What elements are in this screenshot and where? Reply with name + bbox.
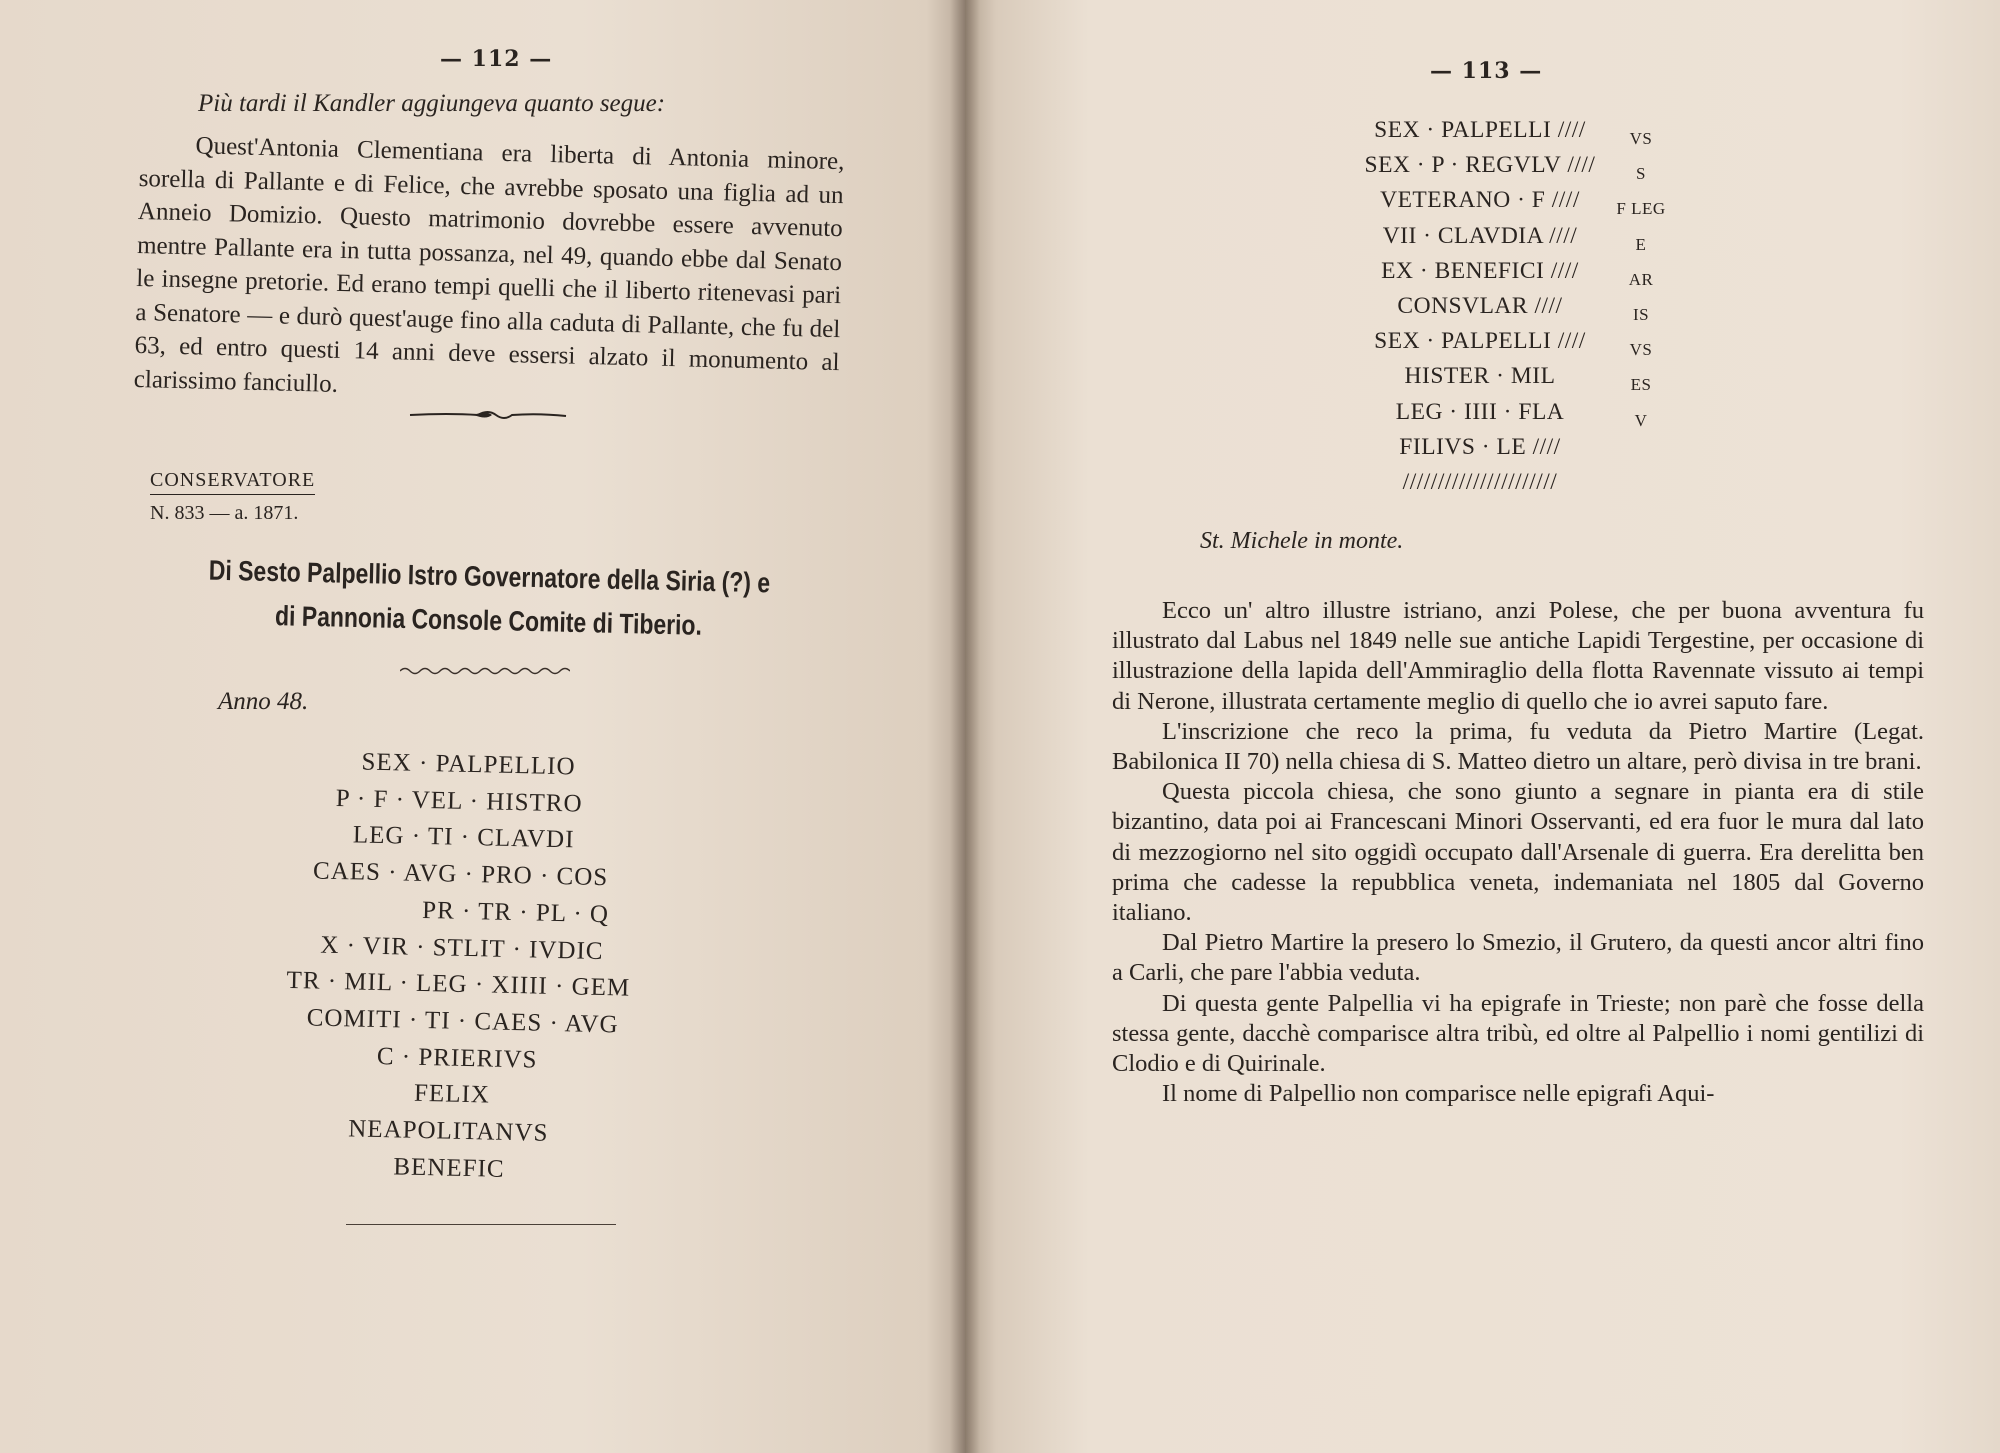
inscription-line: HISTER · MIL xyxy=(1404,363,1556,390)
inscription-line: NEAPOLITANVS xyxy=(347,1115,549,1147)
kandler-quote xyxy=(133,128,844,413)
inscription-line: P · F · VEL · HISTRO xyxy=(335,784,583,818)
paragraph: Questa piccola chiesa, che sono giunto a segnare in pianta era di stile bizantino, data poi ai Francescani Minori Osservanti, ed era fuor le mura dal lato di mezzogiorno nel sito oggidì occupato dall'Arsenale di guerra. Era derelitta ben prima che cadesse la repubblica veneta, indemaniata nel 1805 dal Governo italiano. xyxy=(1112,778,1924,927)
inscription-line: FELIX xyxy=(413,1080,491,1109)
margin-fragment: VS xyxy=(1629,340,1653,360)
paragraph: Ecco un' altro illustre istriano, anzi Polese, che per buona avventura fu illustrato dal Labus nel 1849 nelle sue antiche Lapidi Tergestine, per occasione di illustrazione della lapida dell'Ammiraglio della flotta Ravennate vissuto ai tempi di Nerone, illustrata certamente meglio di quello che io avrei saputo fare. xyxy=(1112,597,1924,715)
inscription-line: C · PRIERIVS xyxy=(376,1042,538,1074)
inscription-line: LEG · IIII · FLA xyxy=(1395,398,1565,425)
book-gutter xyxy=(950,0,980,1453)
inscription-line: CAES · AVG · PRO · COS xyxy=(312,857,609,892)
inscription-line: ////////////////////// xyxy=(1402,469,1558,496)
margin-fragment: VS xyxy=(1629,129,1653,148)
inscription-location: St. Michele in monte. xyxy=(1200,528,1404,554)
inscription-line: COMITI · TI · CAES · AVG xyxy=(306,1004,619,1039)
inscription-line: EX · BENEFICI //// xyxy=(1381,257,1579,284)
inscription-line: SEX · PALPELLI //// xyxy=(1374,117,1586,143)
inscription-line: VII · CLAVDIA //// xyxy=(1382,222,1578,249)
page-number-right: — 113 — xyxy=(1430,58,1543,84)
kandler-paragraph: Quest'Antonia Clementiana era liberta di Antonia minore, sorella di Pallante e di Felice, che avrebbe sposato una figlia ad un Anneio Domizio. Questo matrimonio dovrebbe essere avvenuto mentre Pallante era in tutta possanza, nel 49, quando ebbe dal Senato le insegne pretorie. Ed erano tempi quelli che il liberto ritenevasi pari a Senatore — e durò quest'auge fino alla caduta di Pallante, che fu del 63, ed entro questi 14 anni deve essersi alzato il monumento al clarissimo fanciullo. xyxy=(133,132,845,398)
inscription-line: SEX · PALPELLI //// xyxy=(1374,328,1586,355)
page-number-left: — 112 — xyxy=(440,46,553,72)
margin-fragment: IS xyxy=(1632,305,1650,325)
source-reference xyxy=(150,468,315,525)
article-title: Di Sesto Palpellio Istro Governatore della Siria (?) e di Pannonia Console Comite di Tiberio. xyxy=(208,554,771,641)
inscription-line: TR · MIL · LEG · XIIII · GEM xyxy=(286,967,631,1002)
source-name: CONSERVATORE xyxy=(150,468,315,495)
inscription-line: X · VIR · STLIT · IVDIC xyxy=(320,931,604,965)
inscription-line: VETERANO · F //// xyxy=(1380,187,1580,214)
paragraph: Di questa gente Palpellia vi ha epigrafe in Trieste; non parè che fosse della stessa gente, dacchè comparisce altra tribù, ed oltre al Palpellio i nomi gentilizi di Clodio e di Quirinale. xyxy=(1112,989,1924,1078)
margin-fragment: E xyxy=(1635,234,1647,254)
inscription-line: SEX · PALPELLIO xyxy=(361,748,576,781)
inscription-left xyxy=(240,742,720,1193)
margin-fragment: V xyxy=(1634,410,1648,430)
inscription-line: BENEFIC xyxy=(393,1153,505,1183)
margin-fragment: AR xyxy=(1628,269,1654,289)
inscription-line: SEX · P · REGVLV //// xyxy=(1364,152,1596,179)
inscription-line: PR · TR · PL · Q xyxy=(421,896,610,928)
margin-fragment: ES xyxy=(1630,375,1652,395)
inscription-margin-fragments xyxy=(1596,121,1686,438)
source-issue: N. 833 — a. 1871. xyxy=(150,502,299,524)
paragraph: Dal Pietro Martire la presero lo Smezio, il Grutero, da questi ancor altri fino a Carli, che pare l'abbia veduta. xyxy=(1112,929,1924,987)
paragraph: Il nome di Palpellio non comparisce nelle epigrafi Aqui- xyxy=(1162,1080,1715,1108)
kandler-intro: Più tardi il Kandler aggiungeva quanto segue: xyxy=(198,90,666,117)
paragraph: L'inscrizione che reco la prima, fu veduta da Pietro Martire (Legat. Babilonica II 70) nella chiesa di S. Matteo dietro un altare, però divisa in tre brani. xyxy=(1112,717,1924,776)
margin-fragment: F LEG xyxy=(1616,199,1666,219)
closing-rule xyxy=(346,1224,616,1225)
inscription-line: LEG · TI · CLAVDI xyxy=(352,821,575,854)
wavy-divider xyxy=(400,665,570,677)
inscription-line: FILIVS · LE //// xyxy=(1399,433,1561,460)
right-body-text xyxy=(1112,596,1924,1109)
year-label: Anno 48. xyxy=(218,688,309,715)
flourish-ornament xyxy=(408,408,568,422)
margin-fragment: S xyxy=(1636,164,1646,184)
inscription-line: CONSVLAR //// xyxy=(1397,293,1563,320)
